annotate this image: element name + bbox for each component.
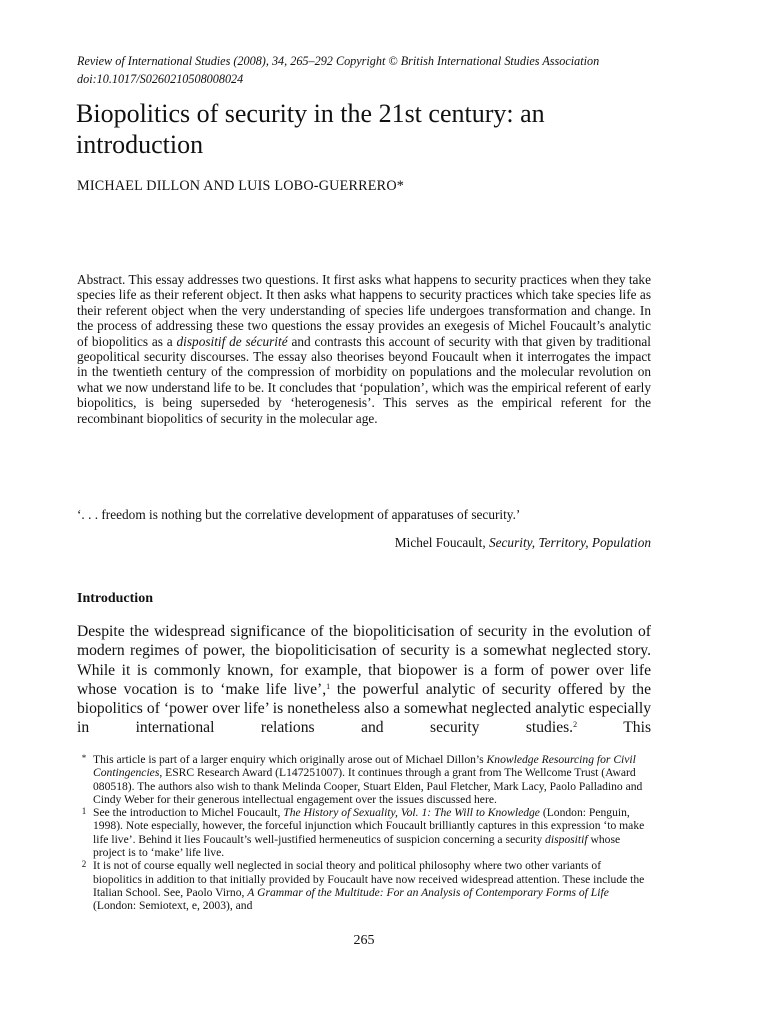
footnote-marker: * (81, 753, 87, 763)
footnote-text-italic-2: dispositif (545, 832, 588, 846)
footnote-text-italic: Knowledge Resourcing for Civil Contingencies (93, 753, 636, 780)
footnote-text-c: (London: Semiotext, e, 2003), and (93, 899, 253, 913)
page-number: 265 (353, 933, 375, 948)
footnote-ref-2[interactable]: 2 (573, 720, 578, 730)
journal-doi: doi:10.1017/S0260210508008024 (77, 72, 244, 86)
epigraph-quote: ‘. . . freedom is nothing but the correlative development of apparatuses of security.’ (77, 507, 521, 522)
footnote-2 (77, 859, 651, 912)
footnote-marker: 1 (81, 806, 87, 817)
abstract-paragraph (77, 272, 651, 426)
introduction-body (77, 622, 651, 738)
footnote-text (93, 753, 651, 806)
footnote-text-e: whose project is to ‘make’ life live. (93, 832, 621, 860)
journal-citation: Review of International Studies (2008), 34, 265–292 Copyright © British International Studies Association (77, 54, 600, 68)
abstract-italic-term: dispositif de sécurité (176, 333, 288, 349)
footnote-text (93, 806, 651, 859)
footnote-text-italic: The History of Sexuality, Vol. 1: The Will to Knowledge (283, 806, 540, 820)
epigraph-attribution (77, 534, 651, 552)
footnote-text-c: , ESRC Research Award (L147251007). It continues through a grant from The Wellcome Trust (Award 080518). The authors also wish to thank Melinda Cooper, Stuart Elden, Paul Fletcher, Mark Lacy, Paolo Palladino and Cindy Weber for their generous intellectual engagement over the issues discussed here. (93, 766, 643, 806)
body-paragraph (77, 622, 651, 738)
abstract-rest: and contrasts this account of security with that given by traditional geopolitical security discourses. The essay also theorises beyond Foucault when it interrogates the impact in the twentieth century of the compression of morbidity on populations and the molecular revolution on what we now understand life to be. It concludes that ‘population’, which was the empirical referent of early biopolitics, is being superseded by ‘heterogenesis’. This serves as the empirical referent for the recombinant biopolitics of security in the molecular age. (77, 333, 652, 426)
footnote-text-c: (London: Penguin, 1998). Note especially, however, the forceful injunction which Foucault brilliantly captures in this expression ‘to make life live’. Behind it lies Foucault’s well-justified hermeneutics of suspicion concerning a security (93, 806, 645, 846)
section-heading-introduction: Introduction (77, 591, 153, 606)
footnotes (77, 753, 651, 913)
epigraph-author: Michel Foucault, (394, 535, 489, 550)
epigraph-work: Security, Territory, Population (488, 535, 651, 550)
article-title-line-2: introduction (76, 130, 204, 159)
body-text-part-3: This (577, 719, 652, 737)
footnote-text-a: It is not of course equally well neglected in social theory and political philosophy where two other variants of biopolitics in addition to that initially provided by Foucault have now received widespread attention. These include the Italian School. See, Paolo Virno, (93, 859, 645, 899)
article-authors: MICHAEL DILLON AND LUIS LOBO-GUERRERO* (77, 178, 405, 194)
abstract (77, 272, 651, 426)
footnote-1 (77, 806, 651, 859)
footnote-text-a: This article is part of a larger enquiry which originally arose out of Michael Dillon’s (93, 753, 487, 766)
footnote-text (93, 859, 651, 912)
article-title-line-1: Biopolitics of security in the 21st century: an (76, 99, 545, 128)
footnote-text-italic: A Grammar of the Multitude: For an Analysis of Contemporary Forms of Life (247, 885, 609, 899)
footnote-marker: 2 (81, 859, 87, 870)
footnote-ref-1[interactable]: 1 (326, 681, 331, 691)
journal-header (77, 52, 677, 88)
epigraph (77, 506, 651, 552)
footnote-star (77, 753, 651, 806)
article-title (76, 98, 676, 160)
footnote-text-a: See the introduction to Michel Foucault, (93, 806, 284, 820)
body-text-part-1: Despite the widespread significance of the biopoliticisation of security in the evolution of modern regimes of power, the biopoliticisation of security is a somewhat neglected story. While it is commonly known, for example, that biopower is a form of power over life whose vocation is to ‘make life live’, (77, 623, 651, 698)
abstract-lead: Abstract. This essay addresses two questions. It first asks what happens to security practices when they take species life as their referent object. It then asks what happens to security practices which take species life as their referent object when the very understanding of species life undergoes transformation and change. In the process of addressing these two questions the essay provides an exegesis of Michel Foucault’s analytic of biopolitics as a (77, 272, 651, 349)
body-text-part-2: the powerful analytic of security offered by the biopolitics of ‘power over life’ is nonetheless also a somewhat neglected analytic especially in international relations and security studies. (77, 680, 651, 737)
